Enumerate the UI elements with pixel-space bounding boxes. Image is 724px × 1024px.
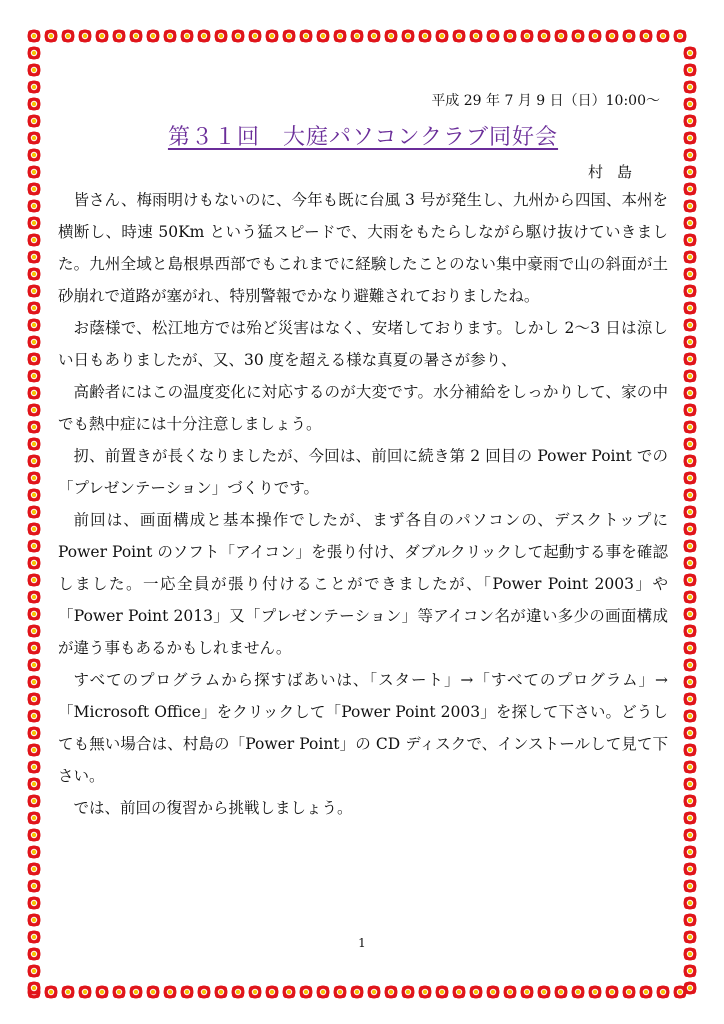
- flower-icon: [684, 557, 697, 570]
- flower-icon: [28, 574, 41, 587]
- author-name: 村島: [587, 163, 646, 181]
- flower-icon: [419, 30, 432, 43]
- flower-icon: [684, 302, 697, 315]
- flower-icon: [28, 506, 41, 519]
- flower-icon: [28, 183, 41, 196]
- flower-icon: [589, 986, 602, 999]
- flower-icon: [28, 880, 41, 893]
- flower-icon: [684, 710, 697, 723]
- flower-icon: [28, 353, 41, 366]
- flower-icon: [684, 64, 697, 77]
- flower-icon: [538, 986, 551, 999]
- flower-icon: [368, 986, 381, 999]
- flower-icon: [164, 30, 177, 43]
- flower-icon: [28, 64, 41, 77]
- flower-icon: [684, 98, 697, 111]
- flower-icon: [28, 659, 41, 672]
- flower-icon: [317, 30, 330, 43]
- page-number: 1: [358, 936, 366, 950]
- flower-icon: [684, 812, 697, 825]
- flower-icon: [164, 986, 177, 999]
- flower-icon: [96, 30, 109, 43]
- flower-icon: [684, 455, 697, 468]
- flower-icon: [232, 30, 245, 43]
- flower-icon: [28, 370, 41, 383]
- paragraph: 扨、前置きが長くなりましたが、今回は、前回に続き第 2 回目の Power Point での「プレゼンテーション」づくりです。: [58, 447, 668, 497]
- flower-icon: [684, 676, 697, 689]
- flower-icon: [28, 81, 41, 94]
- flower-icon: [684, 149, 697, 162]
- flower-icon: [28, 30, 41, 43]
- document-title: 第３１回 大庭パソコンクラブ同好会: [167, 125, 559, 150]
- flower-icon: [684, 591, 697, 604]
- flower-icon: [684, 540, 697, 553]
- flower-icon: [640, 30, 653, 43]
- flower-icon: [606, 30, 619, 43]
- flower-icon: [684, 370, 697, 383]
- flower-icon: [684, 234, 697, 247]
- flower-icon: [684, 132, 697, 145]
- flower-icon: [28, 863, 41, 876]
- flower-icon: [28, 166, 41, 179]
- flower-icon: [28, 540, 41, 553]
- flower-icon: [684, 642, 697, 655]
- flower-icon: [147, 986, 160, 999]
- flower-icon: [300, 30, 313, 43]
- flower-icon: [28, 625, 41, 638]
- flower-icon: [684, 81, 697, 94]
- flower-icon: [28, 404, 41, 417]
- flower-icon: [28, 200, 41, 213]
- flower-icon: [684, 268, 697, 281]
- flower-icon: [684, 846, 697, 859]
- flower-icon: [28, 693, 41, 706]
- flower-icon: [402, 30, 415, 43]
- flower-icon: [28, 217, 41, 230]
- flower-icon: [28, 132, 41, 145]
- flower-icon: [351, 986, 364, 999]
- flower-icon: [28, 761, 41, 774]
- flower-icon: [402, 986, 415, 999]
- flower-icon: [96, 986, 109, 999]
- flower-icon: [28, 965, 41, 978]
- flower-icon: [684, 387, 697, 400]
- flower-icon: [684, 744, 697, 757]
- paragraph: 高齢者にはこの温度変化に対応するのが大変です。水分補給をしっかりして、家の中でも熱中症には十分注意しましょう。: [58, 383, 668, 433]
- flower-icon: [28, 472, 41, 485]
- flower-icon: [334, 986, 347, 999]
- flower-icon: [684, 47, 697, 60]
- flower-icon: [684, 421, 697, 434]
- flower-icon: [385, 30, 398, 43]
- flower-icon: [385, 986, 398, 999]
- flower-icon: [28, 455, 41, 468]
- flower-icon: [657, 30, 670, 43]
- flower-icon: [62, 30, 75, 43]
- flower-icon: [45, 986, 58, 999]
- flower-icon: [28, 744, 41, 757]
- flower-icon: [215, 30, 228, 43]
- flower-icon: [684, 608, 697, 621]
- flower-icon: [79, 30, 92, 43]
- flower-icon: [28, 47, 41, 60]
- flower-icon: [684, 489, 697, 502]
- flower-icon: [113, 986, 126, 999]
- flower-icon: [623, 986, 636, 999]
- flower-icon: [538, 30, 551, 43]
- flower-icon: [28, 319, 41, 332]
- flower-icon: [504, 30, 517, 43]
- flower-icon: [28, 778, 41, 791]
- flower-icon: [684, 353, 697, 366]
- flower-icon: [470, 986, 483, 999]
- flower-icon: [504, 986, 517, 999]
- flower-icon: [684, 863, 697, 876]
- flower-icon: [684, 914, 697, 927]
- flower-icon: [28, 897, 41, 910]
- flower-icon: [28, 829, 41, 842]
- flower-icon: [684, 472, 697, 485]
- paragraph: 前回は、画面構成と基本操作でしたが、まず各自のパソコンの、デスクトップに Power Point のソフト「アイコン」を張り付け、ダブルクリックして起動する事を確認しました。一応全員が張り付けることができましたが、「Power Point 2003」や「Power Point 2013」又「プレゼンテーション」等アイコン名が違い多少の画面構成が違う事もあるかもしれません。: [58, 511, 668, 657]
- flower-icon: [45, 30, 58, 43]
- flower-icon: [28, 523, 41, 536]
- flower-icon: [28, 285, 41, 298]
- flower-icon: [28, 387, 41, 400]
- flower-icon: [684, 319, 697, 332]
- flower-icon: [684, 778, 697, 791]
- flower-icon: [147, 30, 160, 43]
- flower-icon: [684, 965, 697, 978]
- flower-icon: [684, 506, 697, 519]
- flower-icon: [249, 986, 262, 999]
- flower-icon: [28, 591, 41, 604]
- flower-icon: [28, 98, 41, 111]
- flower-icon: [640, 986, 653, 999]
- flower-icon: [606, 986, 619, 999]
- flower-icon: [684, 727, 697, 740]
- flower-icon: [266, 30, 279, 43]
- flower-icon: [487, 986, 500, 999]
- flower-icon: [453, 30, 466, 43]
- flower-icon: [28, 982, 41, 995]
- flower-icon: [317, 986, 330, 999]
- flower-icon: [28, 438, 41, 451]
- flower-icon: [684, 761, 697, 774]
- flower-icon: [572, 30, 585, 43]
- flower-icon: [232, 986, 245, 999]
- flower-icon: [572, 986, 585, 999]
- flower-icon: [130, 986, 143, 999]
- flower-icon: [589, 30, 602, 43]
- flower-icon: [684, 795, 697, 808]
- flower-icon: [684, 438, 697, 451]
- flower-icon: [657, 986, 670, 999]
- flower-icon: [28, 336, 41, 349]
- flower-icon: [62, 986, 75, 999]
- flower-icon: [28, 727, 41, 740]
- paragraph: すべてのプログラムから探すばあいは、「スタート」→「すべてのプログラム」→「Microsoft Office」をクリックして「Power Point 2003」を探して下さい。どうしても無い場合は、村島の「Power Point」の CD ディスクで、インストールして見て下さい。: [58, 671, 668, 785]
- flower-icon: [28, 489, 41, 502]
- flower-icon: [436, 30, 449, 43]
- flower-icon: [684, 200, 697, 213]
- flower-icon: [684, 217, 697, 230]
- flower-icon: [684, 625, 697, 638]
- flower-icon: [283, 986, 296, 999]
- flower-icon: [28, 302, 41, 315]
- flower-icon: [334, 30, 347, 43]
- flower-icon: [555, 30, 568, 43]
- flower-icon: [130, 30, 143, 43]
- paragraph: 皆さん、梅雨明けもないのに、今年も既に台風 3 号が発生し、九州から四国、本州を横断し、時速 50Km という猛スピードで、大雨をもたらしながら駆け抜けていきました。九州全域と島根県西部でもこれまでに経験したことのない集中豪雨で山の斜面が土砂崩れで道路が塞がれ、特別警報でかなり避難されておりましたね。: [58, 191, 668, 305]
- flower-icon: [684, 897, 697, 910]
- flower-icon: [487, 30, 500, 43]
- flower-icon: [28, 812, 41, 825]
- paragraph: では、前回の復習から挑戦しましょう。: [73, 799, 353, 817]
- flower-icon: [28, 642, 41, 655]
- flower-icon: [28, 710, 41, 723]
- flower-icon: [684, 251, 697, 264]
- flower-icon: [28, 795, 41, 808]
- flower-icon: [28, 608, 41, 621]
- flower-icon: [28, 421, 41, 434]
- flower-icon: [28, 676, 41, 689]
- flower-icon: [521, 986, 534, 999]
- flower-icon: [28, 914, 41, 927]
- flower-icon: [368, 30, 381, 43]
- flower-icon: [521, 30, 534, 43]
- flower-icon: [198, 986, 211, 999]
- flower-icon: [555, 986, 568, 999]
- flower-icon: [283, 30, 296, 43]
- flower-icon: [453, 986, 466, 999]
- flower-icon: [674, 30, 687, 43]
- flower-icon: [419, 986, 432, 999]
- flower-icon: [436, 986, 449, 999]
- flower-icon: [623, 30, 636, 43]
- flower-icon: [351, 30, 364, 43]
- document-body: [58, 90, 668, 824]
- flower-icon: [181, 30, 194, 43]
- flower-icon: [684, 574, 697, 587]
- flower-icon: [28, 149, 41, 162]
- flower-icon: [684, 693, 697, 706]
- flower-icon: [28, 115, 41, 128]
- flower-icon: [684, 404, 697, 417]
- flower-icon: [215, 986, 228, 999]
- flower-icon: [266, 986, 279, 999]
- flower-icon: [684, 166, 697, 179]
- flower-icon: [198, 30, 211, 43]
- flower-icon: [249, 30, 262, 43]
- flower-icon: [181, 986, 194, 999]
- flower-icon: [28, 846, 41, 859]
- flower-icon: [684, 659, 697, 672]
- flower-icon: [684, 523, 697, 536]
- flower-icon: [28, 234, 41, 247]
- flower-icon: [28, 268, 41, 281]
- flower-icon: [684, 880, 697, 893]
- paragraph: お蔭様で、松江地方では殆ど災害はなく、安堵しております。しかし 2～3 日は涼しい日もありましたが、又、30 度を超える様な真夏の暑さが参り、: [58, 319, 668, 369]
- flower-icon: [684, 336, 697, 349]
- flower-icon: [684, 982, 697, 995]
- meeting-date: 平成 29 年 7 月 9 日（日）10:00～: [431, 93, 660, 109]
- flower-icon: [113, 30, 126, 43]
- flower-icon: [684, 115, 697, 128]
- flower-icon: [79, 986, 92, 999]
- flower-icon: [684, 829, 697, 842]
- flower-icon: [684, 183, 697, 196]
- flower-icon: [684, 285, 697, 298]
- flower-icon: [28, 557, 41, 570]
- flower-icon: [300, 986, 313, 999]
- flower-icon: [28, 251, 41, 264]
- flower-icon: [470, 30, 483, 43]
